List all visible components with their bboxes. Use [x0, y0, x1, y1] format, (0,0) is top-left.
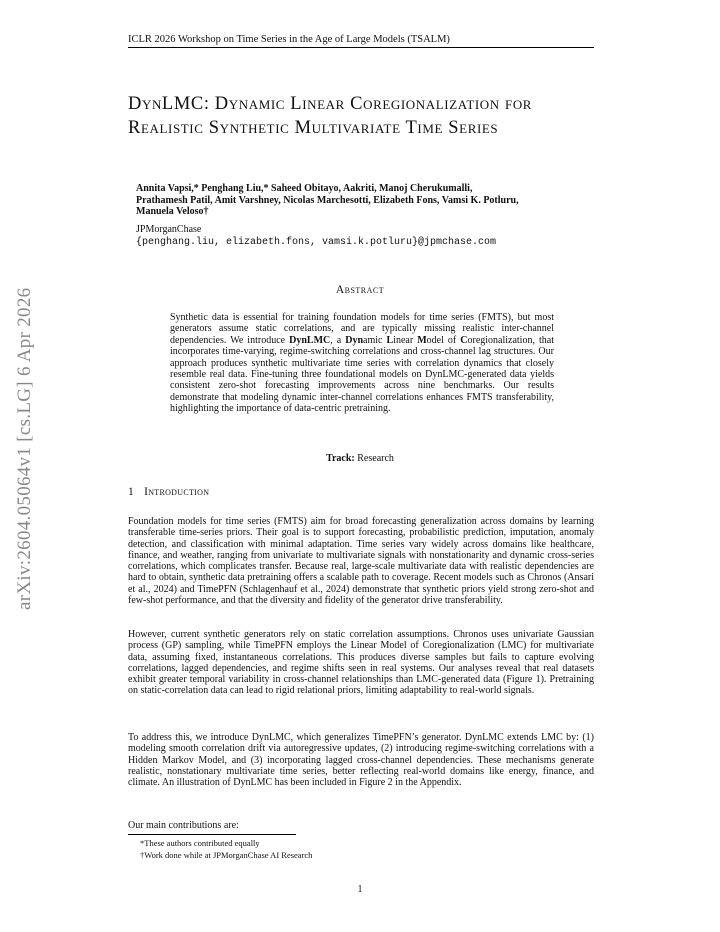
footnote-rule — [128, 834, 296, 835]
author-line-3: Manuela Veloso† — [136, 206, 209, 217]
abstract-heading: Abstract — [335, 284, 385, 296]
arxiv-identifier: arXiv:2604.05064v1 [cs.LG] 6 Apr 2026 — [14, 287, 35, 610]
author-emails: {penghang.liu, elizabeth.fons, vamsi.k.potluru}@jpmchase.com — [136, 237, 497, 248]
body-paragraph: Our main contributions are: — [128, 820, 239, 831]
footnote: *These authors contributed equally — [140, 838, 260, 848]
section-title: Introduction — [144, 486, 210, 498]
body-paragraph: To address this, we introduce DynLMC, which generalizes TimePFN’s generator. DynLMC extends LMC by: (1) modeling smooth correlation drift via autoregressive updates, (2) introducing regime-switching correlations with a Hidden Markov Model, and (3) incorporating lagged cross-channel dependencies. These mechanisms generate realistic, nonstationary multivariate time series, better reflecting real-world domains like energy, finance, and climate. An illustration of DynLMC has been included in Figure 2 in the Appendix. — [128, 732, 594, 789]
author-line-1: Annita Vapsi,* Penghang Liu,* Saheed Obitayo, Aakriti, Manoj Cherukumalli, — [136, 183, 473, 194]
page-number: 1 — [357, 884, 363, 895]
conference-header: ICLR 2026 Workshop on Time Series in the Age of Large Models (TSALM) — [128, 34, 594, 48]
affiliation: JPMorganChase — [136, 224, 202, 235]
section-number: 1 — [128, 486, 135, 498]
author-line-2: Prathamesh Patil, Amit Varshney, Nicolas Marchesotti, Elizabeth Fons, Vamsi K. Potluru, — [136, 194, 519, 206]
abstract-text: Synthetic data is essential for training foundation models for time series (FMTS), but most generators assume static correlations, and are typically missing realistic inter-channel dependencies. We introduce DynLMC, a Dynamic Linear Model of Coregionalization, that incorporates time-varying, regime-switching correlations and cross-channel lag structures. Our approach produces synthetic multivariate time series with correlation dynamics that closely resemble real data. Fine-tuning three foundational models on DynLMC-generated data yields consistent zero-shot forecasting improvements across nine benchmarks. Our results demonstrate that modeling dynamic inter-channel correlations enhances FMTS transferability, highlighting the importance of data-centric pretraining. — [170, 312, 554, 415]
track-label: Track: Research — [326, 453, 394, 464]
author-list — [136, 183, 596, 218]
section-heading — [128, 486, 209, 498]
body-paragraph: However, current synthetic generators rely on static correlation assumptions. Chronos uses univariate Gaussian process (GP) sampling, while TimePFN employs the Linear Model of Coregionalization (LMC) for multivariate data, assuming fixed, instantaneous correlations. This produces diverse samples but fails to capture evolving correlations, lagged dependencies, and regime shifts seen in real systems. Our analyses reveal that real datasets exhibit greater temporal variability in cross-channel relationships than LMC-generated data (Figure 1). Pretraining on static-correlation data can lead to rigid relational priors, limiting adaptability to real-world signals. — [128, 629, 594, 697]
paper-title: DynLMC: Dynamic Linear Coregionalization for Realistic Synthetic Multivariate Time Series — [128, 94, 533, 138]
body-paragraph: Foundation models for time series (FMTS) aim for broad forecasting generalization across domains by learning transferable time-series priors. Their goal is to support forecasting, probabilistic prediction, imputation, anomaly detection, and classification with minimal adaptation. Time series vary widely across domains like healthcare, finance, and weather, ranging from univariate to multivariate signals with nonstationarity and dynamic cross-series correlations, which complicates transfer. Because real, large-scale multivariate data with realistic dependencies are hard to obtain, synthetic data pretraining offers a scalable path to coverage. Recent models such as Chronos (Ansari et al., 2024) and TimePFN (Schlagenhauf et al., 2024) demonstrate that synthetic priors yield strong zero-shot and few-shot performance, and that the diversity and fidelity of the generator drive transferability. — [128, 516, 594, 607]
footnote: †Work done while at JPMorganChase AI Research — [140, 850, 313, 860]
